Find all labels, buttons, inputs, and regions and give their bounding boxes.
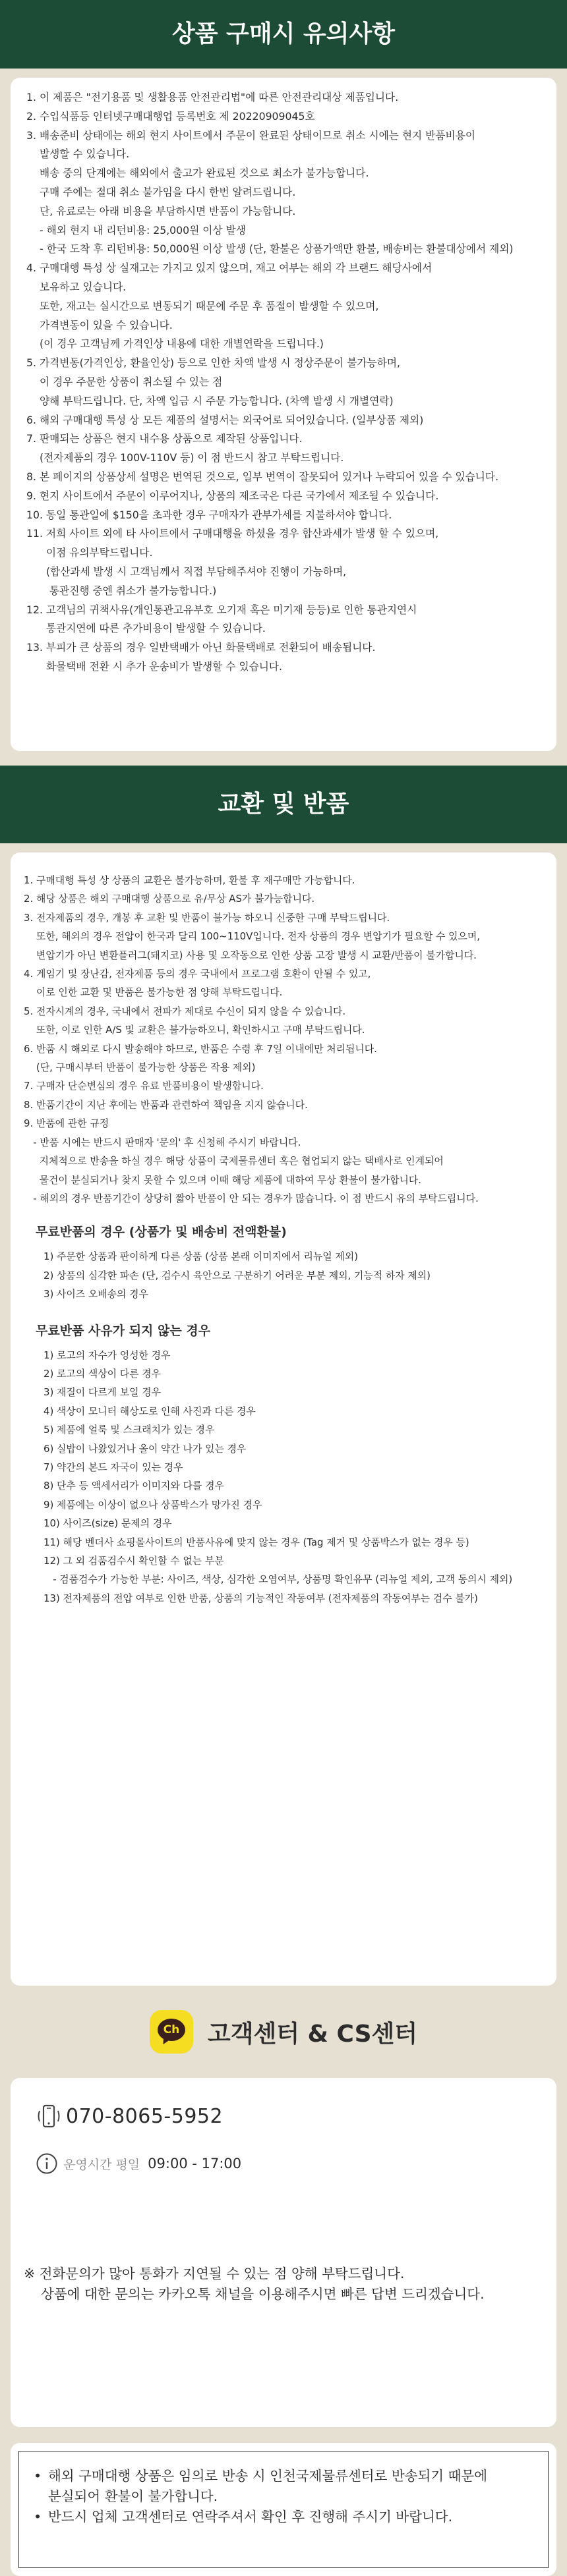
exchange-return-list: 1. 구매대행 특성 상 상품의 교환은 불가능하며, 환불 후 재구매만 가능합니다. 2. 해당 상품은 해외 구매대행 상품으로 유/무상 AS가 불가능합니다. 3. 전자제품의 경우, 개봉 후 교환 및 반품이 불가능 하오니 신중한 구매 부탁드립니다. 또한, 해외의 경우 전압이 한국과 달리 100~110V입니다. 전자 상품의 경우 변압기가 필요할 수 있으며, 변압기가 아닌 변환플러그(돼지코) 사용 및 오작동으로 인한 상품 고장 발생 시 교환/반품이 불가합니다. 4. 게임기 및 장난감, 전자제품 등의 경우 국내에서 프로그램 호환이 안될 수 있고, 이로 인한 교환 및 반품은 불가능한 점 양해 부탁드립니다. 5. 전자시계의 경우, 국내에서 전파가 제대로 수신이 되지 않을 수 있습니다. 또한, 이로 인한 A/S 및 교환은 불가능하오니, 확인하시고 구매 부탁드립니다. 6. 반품 시 해외로 다시 발송해야 하므로, 반품은 수령 후 7일 이내에만 처리됩니다. (단, 구매시부터 반품이 불가능한 상품은 작용 제외) 7. 구매자 단순변심의 경우 유료 반품비용이 발생합니다. 8. 반품기간이 지난 후에는 반품과 관련하여 책임을 지지 않습니다. 9. 반품에 관한 규정 - 반품 시에는 반드시 판매자 '문의' 후 신청해 주시기 바랍니다. 지체적으로 반송을 하실 경우 해당 상품이 국제물류센터 혹은 협업되지 않는 택배사로 인계되어 물건이 분실되거나 찾지 못할 수 있으며 이때 해당 제품에 대하여 무상 환불이 불가합니다. - 해외의 경우 반품기간이 상당히 짧아 반품이 안 되는 경우가 많습니다. 이 점 반드시 유의 부탁드립니다. [24,874,481,1204]
non-free-return-heading: 무료반품 사유가 되지 않는 경우 [36,1323,211,1338]
purchase-notice-list: 1. 이 제품은 "전기용품 및 생활용품 안전관리법"에 따른 안전관리대상 제품입니다. 2. 수입식품등 인터넷구매대행업 등록번호 제 20220909045호 3. 배송준비 상태에는 해외 현지 사이트에서 주문이 완료된 상태이므로 취소 시에는 현지 반품비용이 발생할 수 있습니다. 배송 중의 단계에는 해외에서 출고가 완료된 것으로 최소가 불가능합니다. 구매 주에는 절대 취소 불가임을 다시 한번 알려드립니다. 단, 유료로는 아래 비용을 부담하시면 반품이 가능합니다. - 해외 현지 내 리턴비용: 25,000원 이상 발생 - 한국 도착 후 리턴비용: 50,000원 이상 발생 (단, 환불은 상품가액만 환불, 배송비는 환불대상에서 제외) 4. 구매대행 특성 상 실재고는 가지고 있지 않으며, 재고 여부는 해외 각 브랜드 해당사에서 보유하고 있습니다. 또한, 재고는 실시간으로 변동되기 때문에 주문 후 품절이 발생할 수 있으며, 가격변동이 있을 수 있습니다. (이 경우 고객님께 가격인상 내용에 대한 개별연락을 드립니다.) 5. 가격변동(가격인상, 환율인상) 등으로 인한 차액 발생 시 정상주문이 불가능하며, 이 경우 주문한 상품이 취소될 수 있는 점 양해 부탁드립니다. 단, 차액 입금 시 주문 가능합니다. (차액 발생 시 개별연락) 6. 해외 구매대행 특성 상 모든 제품의 설명서는 외국어로 되어있습니다. (일부상품 제외) 7. 판매되는 상품은 현지 내수용 상품으로 제작된 상품입니다. (전자제품의 경우 100V-110V 등) 이 점 반드시 참고 부탁드립니다. 8. 본 페이지의 상품상세 설명은 번역된 것으로, 일부 번역이 잘못되어 있거나 누락되어 있을 수 있습니다. 9. 현지 사이트에서 주문이 이루어지나, 상품의 제조국은 다른 국가에서 제조될 수 있습니다. 10. 동일 통관일에 $150을 초과한 경우 구매자가 관부가세를 지불하셔야 합니다. 11. 저희 사이트 외에 타 사이트에서 구매대행을 하셨을 경우 합산과세가 발생 할 수 있으며, 이점 유의부탁드립니다. (합산과세 발생 시 고객님께서 직접 부담해주셔야 진행이 가능하며, 통관진행 중엔 취소가 불가능합니다.) 12. 고객님의 귀책사유(개인통관고유부호 오기재 혹은 미기재 등등)로 인한 통관지연시 통관지연에 따른 추가비용이 발생할 수 있습니다. 13. 부피가 큰 상품의 경우 일반택배가 아닌 화물택배로 전환되어 배송됩니다. 화물택배 전환 시 추가 운송비가 발생할 수 있습니다. [26,91,514,673]
business-hours-value: 09:00 - 17:00 [148,2156,242,2171]
purchase-notice-banner [0,0,567,69]
customer-center-header [0,1986,567,2078]
return-warning-item: • 해외 구매대행 상품은 임의로 반송 시 인천국제물류센터로 반송되기 때문에 분실되어 환불이 불가합니다. [34,2466,548,2507]
phone-icon [36,2103,62,2129]
business-hours-row [36,2152,547,2175]
info-icon [36,2152,58,2175]
business-hours-label: 운영시간 평일 [63,2157,140,2172]
return-warning-list [34,2466,548,2527]
free-return-heading: 무료반품의 경우 (상품가 및 배송비 전액환불) [36,1225,287,1240]
customer-center-card [11,2078,556,2427]
kakao-logo-text: Ch [158,2019,185,2041]
kakao-channel-icon [150,2010,193,2054]
phone-inquiry-notes: ※ 전화문의가 많아 통화가 지연될 수 있는 점 양해 부탁드립니다. 상품에 대한 문의는 카카오톡 채널을 이용해주시면 빠른 답변 드리겠습니다. [24,2266,485,2302]
exchange-return-card [11,853,556,1986]
purchase-notice-card [11,78,556,751]
phone-number[interactable]: 070-8065-5952 [66,2104,224,2128]
return-warning-box [18,2451,549,2568]
exchange-return-title: 교환 및 반품 [218,791,349,818]
exchange-return-banner [0,766,567,843]
phone-row [36,2102,547,2131]
return-warning-card [11,2443,556,2576]
customer-center-title: 고객센터 & CS센터 [207,2020,418,2048]
free-return-list: 1) 주문한 상품과 판이하게 다른 상품 (상품 본래 이미지에서 리뉴얼 제외) 2) 상품의 심각한 파손 (단, 검수시 육안으로 구분하기 어려운 부분 제외, 기능적 하자 제외) 3) 사이즈 오배송의 경우 [44,1250,431,1301]
return-warning-item: • 반드시 업체 고객센터로 연락주셔서 확인 후 진행해 주시기 바랍니다. [34,2507,548,2527]
non-free-return-list: 1) 로고의 자수가 엉성한 경우 2) 로고의 색상이 다른 경우 3) 재질이 다르게 보일 경우 4) 색상이 모니터 해상도로 인해 사진과 다른 경우 5) 제품에 얼룩 및 스크래치가 있는 경우 6) 실밥이 나왔있거나 올이 약간 나가 있는 경우 7) 약간의 본드 자국이 있는 경우 8) 단추 등 액세서리가 이미지와 다를 경우 9) 제품에는 이상이 없으나 상품박스가 망가진 경우 10) 사이즈(size) 문제의 경우 11) 해당 벤더사 쇼핑몰사이트의 반품사유에 맞지 않는 경우 (Tag 제거 및 상품박스가 없는 경우 등) 12) 그 외 검품검수시 확인할 수 없는 부분 - 검품검수가 가능한 부분: 사이즈, 색상, 심각한 오염여부, 상품명 확인유무 (리뉴얼 제외, 고객 동의시 제외) 13) 전자제품의 전압 여부로 인한 반품, 상품의 기능적인 작동여부 (전자제품의 작동여부는 검수 불가) [44,1349,513,1604]
purchase-notice-title: 상품 구매시 유의사항 [171,20,396,47]
